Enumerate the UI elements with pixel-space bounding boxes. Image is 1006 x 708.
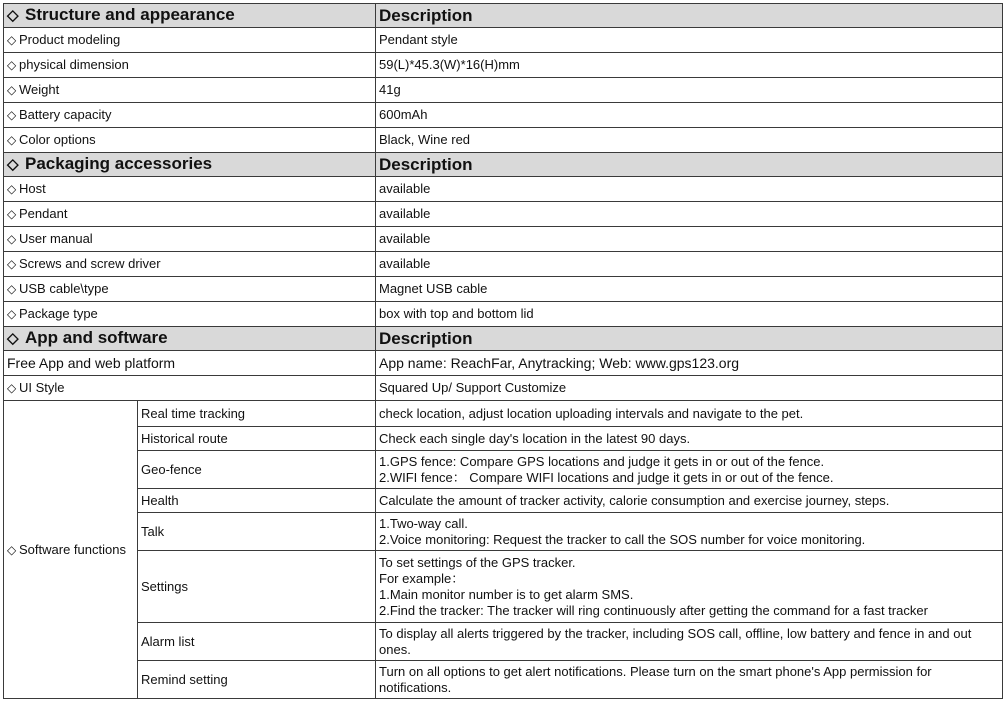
function-row-settings: [4, 551, 1003, 623]
description-header: Description: [376, 4, 1003, 28]
diamond-icon: ◇: [7, 58, 17, 72]
row-label: Host: [19, 181, 46, 196]
table-row-ui-style: [4, 376, 1003, 401]
function-row-remind-setting: [4, 661, 1003, 699]
row-label: Color options: [19, 132, 96, 147]
diamond-icon: ◇: [7, 33, 17, 47]
diamond-icon: ◇: [7, 83, 17, 97]
section-header-packaging: [4, 153, 1003, 177]
table-row: [4, 177, 1003, 202]
function-row-alarm-list: [4, 623, 1003, 661]
diamond-icon: ◇: [7, 232, 17, 246]
diamond-icon: ◇: [7, 307, 17, 321]
row-label: User manual: [19, 231, 93, 246]
section-header-app: [4, 327, 1003, 351]
diamond-icon: ◇: [7, 156, 19, 173]
diamond-icon: ◇: [7, 381, 17, 395]
table-row: [4, 128, 1003, 153]
table-row: [4, 227, 1003, 252]
row-value: Black, Wine red: [376, 128, 1003, 153]
software-functions-label: Software functions: [19, 541, 126, 557]
function-desc: check location, adjust location uploading intervals and navigate to the pet.: [376, 401, 1003, 427]
function-desc: To set settings of the GPS tracker. For example： 1.Main monitor number is to get alarm SMS. 2.Find the tracker: The tracker will ring continuously after getting the command for a fast tracker: [376, 551, 1003, 623]
row-value: box with top and bottom lid: [376, 302, 1003, 327]
function-desc: Check each single day's location in the latest 90 days.: [376, 427, 1003, 451]
function-name: Real time tracking: [138, 401, 376, 427]
table-row: [4, 103, 1003, 128]
function-name: Alarm list: [138, 623, 376, 661]
function-desc: 1.GPS fence: Compare GPS locations and judge it gets in or out of the fence. 2.WIFI fence： Compare WIFI locations and judge it gets in or out of the fence.: [376, 451, 1003, 489]
function-row-talk: [4, 513, 1003, 551]
section-title-cell: [4, 153, 376, 177]
section-title-cell: [4, 4, 376, 28]
function-name: Historical route: [138, 427, 376, 451]
row-value: Magnet USB cable: [376, 277, 1003, 302]
table-row: [4, 78, 1003, 103]
diamond-icon: ◇: [7, 7, 19, 24]
table-row: [4, 252, 1003, 277]
section-title: App and software: [25, 328, 168, 347]
row-label: USB cable\type: [19, 281, 109, 296]
function-name: Talk: [138, 513, 376, 551]
function-desc: Calculate the amount of tracker activity, calorie consumption and exercise journey, steps.: [376, 489, 1003, 513]
row-label: Product modeling: [19, 32, 121, 47]
row-label: Battery capacity: [19, 107, 112, 122]
row-label: Package type: [19, 306, 98, 321]
row-value: 41g: [376, 78, 1003, 103]
row-label: Weight: [19, 82, 60, 97]
section-title-cell: [4, 327, 376, 351]
row-value: available: [376, 202, 1003, 227]
function-name: Settings: [138, 551, 376, 623]
function-desc: Turn on all options to get alert notifications. Please turn on the smart phone's App permission for notifications.: [376, 661, 1003, 699]
diamond-icon: ◇: [7, 182, 17, 196]
diamond-icon: ◇: [7, 330, 19, 347]
software-functions-cell: [4, 401, 138, 699]
table-row: [4, 28, 1003, 53]
section-title: Structure and appearance: [25, 5, 235, 24]
function-desc: 1.Two-way call. 2.Voice monitoring: Request the tracker to call the SOS number for voice monitoring.: [376, 513, 1003, 551]
diamond-icon: ◇: [7, 108, 17, 122]
row-value: available: [376, 177, 1003, 202]
diamond-icon: ◇: [7, 282, 17, 296]
diamond-icon: ◇: [7, 133, 17, 147]
row-value: available: [376, 252, 1003, 277]
function-name: Health: [138, 489, 376, 513]
row-label: UI Style: [19, 380, 65, 395]
table-row: [4, 53, 1003, 78]
description-header: Description: [376, 153, 1003, 177]
diamond-icon: ◇: [7, 257, 17, 271]
diamond-icon: ◇: [7, 207, 17, 221]
function-desc: To display all alerts triggered by the tracker, including SOS call, offline, low battery and fence in and out ones.: [376, 623, 1003, 661]
function-row-historical-route: [4, 427, 1003, 451]
table-row-app-platform: [4, 351, 1003, 376]
description-header: Description: [376, 327, 1003, 351]
row-label: physical dimension: [19, 57, 129, 72]
table-row: [4, 302, 1003, 327]
row-label: Free App and web platform: [4, 351, 376, 376]
row-label: Screws and screw driver: [19, 256, 161, 271]
row-value: App name: ReachFar, Anytracking; Web: www.gps123.org: [376, 351, 1003, 376]
row-value: Squared Up/ Support Customize: [376, 376, 1003, 401]
function-name: Remind setting: [138, 661, 376, 699]
section-title: Packaging accessories: [25, 154, 213, 173]
row-value: 600mAh: [376, 103, 1003, 128]
function-row-health: [4, 489, 1003, 513]
function-row-real-time-tracking: [4, 401, 1003, 427]
function-name: Geo-fence: [138, 451, 376, 489]
table-row: [4, 202, 1003, 227]
row-label: Pendant: [19, 206, 68, 221]
diamond-icon: ◇: [7, 542, 17, 557]
spec-table: [3, 3, 1003, 699]
row-value: 59(L)*45.3(W)*16(H)mm: [376, 53, 1003, 78]
section-header-structure: [4, 4, 1003, 28]
table-row: [4, 277, 1003, 302]
row-value: Pendant style: [376, 28, 1003, 53]
function-row-geo-fence: [4, 451, 1003, 489]
row-value: available: [376, 227, 1003, 252]
